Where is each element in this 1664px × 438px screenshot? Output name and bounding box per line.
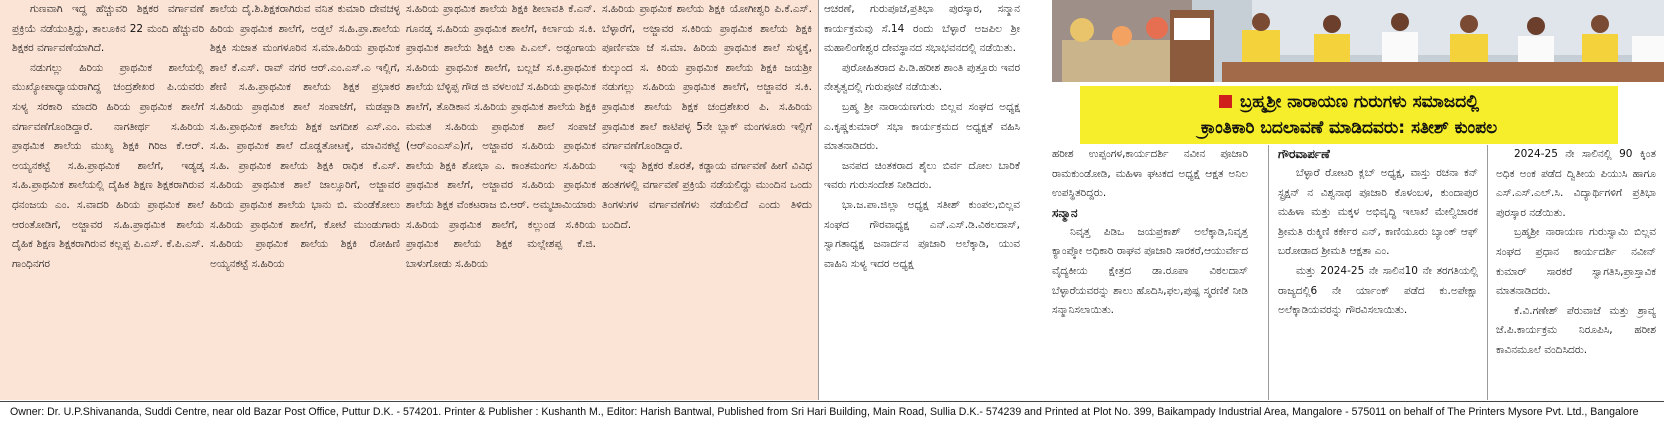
column-divider: [1487, 145, 1488, 400]
article-paragraph: ಪುರೋಹಿತರಾದ ಪಿ.ಡಿ.ಹರೀಶ ಶಾಂತಿ ಪುತ್ತೂರು ಇವರ ನೇತೃತ್ವದಲ್ಲಿ ಗುರುಪೂಜೆ ನಡೆಯಿತು.: [824, 61, 1020, 94]
article-paragraph: ಶಾಲೆಯ ದೈ.ಶಿ.ಶಿಕ್ಷಕರಾಗಿರುವ ವನಿತ ಕುಮಾರಿ ದೇವಚಳ್ಳ ಹಿರಿಯ ಪ್ರಾಥಮಿಕ ಶಾಲೆಗೆ, ಅಡ್ತಲೆ ಸ.ಹಿ.ಪ್ರಾ.ಶಾಲೆಯ ಶಿಕ್ಷಕಿ ಸುಜಾತ ಮಂಗಳೂರಿನ ಸ.ಮಾ.ಹಿರಿಯ ಪ್ರಾಥಮಿಕ ಶಾಲೆ ಕೆ.ಎಸ್. ರಾವ್ ನಗರ ಆರ್.ಎಂ.ಎಸ್.ಎ ಇಲ್ಲಿಗೆ, ಶೇಣಿ ಸ.ಹಿ.ಪ್ರಾಥಮಿಕ ಶಾಲೆಯ ಶಿಕ್ಷಕ ಪ್ರಭಾಕರ ಸ.ಹಿರಿಯ ಪ್ರಾಥಮಿಕ ಶಾಲೆ ಸಂಪಾಜೆಗೆ, ಮಡಪ್ಪಾಡಿ ಸ.ಹಿ.ಪ್ರಾಥಮಿಕ ಶಾಲೆಯ ಶಿಕ್ಷಕ ಜಗದೀಶ ಎಸ್.ಎಂ. ಸ.ಹಿ. ಪ್ರಾಥಮಿಕ ಶಾಲೆ ದೊಡ್ಡತೋಟಕ್ಕೆ, ಮಾವಿನಕಟ್ಟೆ ಸ.ಹಿ. ಪ್ರಾಥಮಿಕ ಶಾಲೆಯ ಶಿಕ್ಷಕಿ ರಾಧಿಕ ಕೆ.ಎಸ್. ಸ.ಹಿರಿಯ ಪ್ರಾಥಮಿಕ ಶಾಲೆ ಜಾಲ್ಸೂರಿಗೆ, ಅಜ್ಜಾವರ ಹಿರಿಯ ಪ್ರಾಥಮಿಕ ಶಾಲೆಯ ಭಾನು ಬಿ. ಮಂಡೆಕೋಲು ಸ.ಹಿರಿಯ ಪ್ರಾಥಮಿಕ ಶಾಲೆಗೆ, ಕೋಟೆ ಮುಂಡುಗಾರು ಸ.ಹಿರಿಯ ಪ್ರಾಥಮಿಕ ಶಾಲೆಯ ಶಿಕ್ಷಕಿ ರೋಹಿಣಿ ಅಯ್ಯನಕಟ್ಟೆ ಸ.ಹಿರಿಯ: [210, 3, 400, 270]
column-divider: [818, 0, 819, 400]
article-paragraph: ಬ್ರಹ್ಮಶ್ರೀ ನಾರಾಯಣ ಗುರುಸ್ವಾಮಿ ಬಿಲ್ಲವ ಸಂಘದ ಪ್ರಧಾನ ಕಾರ್ಯದರ್ಶಿ ನವೀನ್ ಕುಮಾರ್ ಸಾರಕರೆ ಸ್ವಾಗತಿಸಿ,ಪ್ರಾಸ್ತಾವಿಕ ಮಾತನಾಡಿದರು.: [1496, 226, 1656, 298]
headline-line-1: ಬ್ರಹ್ಮಶ್ರೀ ನಾರಾಯಣ ಗುರುಗಳು ಸಮಾಜದಲ್ಲಿ: [1239, 92, 1480, 112]
event-photo: [1052, 0, 1664, 82]
article-paragraph: 2024-25 ನೇ ಸಾಲಿನಲ್ಲಿ 90 ಕ್ಕಿಂತ ಅಧಿಕ ಅಂಕ ಪಡೆದ ದ್ವಿತೀಯ ಪಿಯುಸಿ ಹಾಗೂ ಎಸ್.ಎಸ್.ಎಲ್.ಸಿ. ವಿದ್ಯಾರ್ಥಿಗಳಿಗೆ ಪ್ರತಿಭಾ ಪುರಸ್ಕಾರ ನಡೆಯಿತು.: [1496, 148, 1656, 219]
article-paragraph: ನಿವೃತ್ತ ಪಿಡಿಒ ಜಯಪ್ರಕಾಶ್ ಅಲೆಕ್ಕಾಡಿ,ನಿವೃತ್ತ ಕ್ಯಾಂಪ್ಕೋ ಅಧಿಕಾರಿ ರಾಘವ ಪೂಜಾರಿ ಸಾರಕರೆ,ಆಯುರ್ವೇದ ವೈದ್ಯಕೀಯ ಕ್ಷೇತ್ರದ ಡಾ.ರೂಪಾ ವಿಠಲದಾಸ್ ಬೆಳ್ಳಾರೆಯವರನ್ನು ಶಾಲು ಹೊದಿಸಿ,ಫಲ,ಪುಷ್ಪ ಸ್ಮರಣಿಕೆ ನೀಡಿ ಸನ್ಮಾನಿಸಲಾಯಿತು.: [1052, 225, 1248, 317]
article-column-8: [1496, 145, 1656, 361]
bullet-square-icon: [1219, 95, 1232, 108]
article-paragraph: ಹರೀಶ ಉಪ್ಪಂಗಳ,ಕಾರ್ಯದರ್ಶಿ ನವೀನ ಪೂಜಾರಿ ರಾಮಕುಂಡೋಡಿ, ಮಹಿಳಾ ಘಟಕದ ಅಧ್ಯಕ್ಷೆ ಆಕ್ಷತ ಅನಿಲ ಉಪಸ್ಥಿತರಿದ್ದರು.: [1052, 148, 1248, 200]
article-column-2: [210, 0, 400, 274]
footer-imprint: Owner: Dr. U.P.Shivananda, Suddi Centre, near old Bazar Post Office, Puttur D.K. - 574201. Printer & Publisher : Kushanth M., Editor: Harish Bantwal, Published from Sri Hari Building, Main Road, Sullia D.K.- 574239 and Printed at Plot No. 399, Baikampady Industrial Area, Mangalore - 575011 on behalf of The Printers Mysore Pvt. Ltd., Bangalore: [10, 406, 1639, 418]
section-subheading: ಗೌರವಾರ್ಪಣೆ: [1278, 147, 1330, 161]
article-paragraph: ಕೆ.ವಿ.ಗಣೇಶ್ ಪೆರುವಾಜೆ ಮತ್ತು ಶ್ರಾವ್ಯ ಜೆ.ಪಿ.ಕಾರ್ಯಕ್ರಮ ನಿರೂಪಿಸಿ, ಹರೀಶ ಕಾವಿನಮೂಲೆ ವಂದಿಸಿದರು.: [1496, 304, 1656, 356]
article-column-1: [12, 0, 204, 274]
article-paragraph: ಬೆಳ್ಳಾರೆ ರೋಟರಿ ಕ್ಲಬ್ ಅಧ್ಯಕ್ಷ, ವಾಸ್ತು ರಚನಾ ಕನ್ ಸ್ಟ್ರಕ್ಷನ್ ನ ವಿಶ್ವನಾಥ ಪೂಜಾರಿ ಕೊಳಂಬಳ, ಕುಂದಾಪುರ ಮಹಿಳಾ ಮತ್ತು ಮಕ್ಕಳ ಅಭಿವೃದ್ಧಿ ಇಲಾಖೆ ಮೇಲ್ವಿಚಾರಕ ಶ್ರೀಮತಿ ರುಕ್ಮಿಣಿ ಕರ್ಕೇರ ಎನ್, ಕಾಣಿಯೂರು ಬ್ಯಾಂಕ್ ಆಫ್ ಬರೋಡಾದ ಶ್ರೀಮತಿ ಆಕ್ಷತಾ ಎಂ.: [1278, 167, 1478, 258]
article-paragraph: ಆಚರಣೆ, ಗುರುಪೂಜೆ,ಪ್ರತಿಭಾ ಪುರಸ್ಕಾರ, ಸನ್ಮಾನ ಕಾರ್ಯಕ್ರಮವು ಸೆ.14 ರಂದು ಬೆಳ್ಳಾರೆ ಅಜಪಿಲ ಶ್ರೀ ಮಹಾಲಿಂಗೇಶ್ವರ ದೇವಸ್ಥಾನದ ಸಭಾಭವನದಲ್ಲಿ ನಡೆಯಿತು.: [824, 3, 1020, 55]
footer-rule: [0, 401, 1664, 402]
article-paragraph: ಗುಣವಾಗಿ ಇದ್ದ ಹೆಚ್ಚುವರಿ ಶಿಕ್ಷಕರ ವರ್ಗಾವಣೆ ಪ್ರಕ್ರಿಯೆ ನಡೆಯುತ್ತಿದ್ದು, ತಾಲೂಕಿನ 22 ಮಂದಿ ಹೆಚ್ಚುವರಿ ಶಿಕ್ಷಕರ ವರ್ಗಾವಣೆಯಾಗಿದೆ.: [12, 3, 204, 55]
article-column-4: [602, 0, 812, 235]
section-subheading: ಸನ್ಮಾನ: [1052, 205, 1078, 220]
article-paragraph: ಭಾ.ಜ.ಪಾ.ಜಿಲ್ಲಾ ಅಧ್ಯಕ್ಷ ಸತೀಶ್ ಕುಂಪಲ,ಬಿಲ್ಲವ ಸಂಘದ ಗೌರವಾಧ್ಯಕ್ಷ ಎನ್.ಎಸ್.ಡಿ.ವಿಠಲದಾಸ್, ಸ್ವಾಗತಾಧ್ಯಕ್ಷ ಜನಾರ್ದನ ಪೂಜಾರಿ ಅಲೆಕ್ಕಾಡಿ, ಯುವ ವಾಹಿನಿ ಸುಳ್ಯ ಇದರ ಅಧ್ಯಕ್ಷ: [824, 198, 1020, 270]
article-column-5: [824, 0, 1020, 274]
article-column-6: [1052, 145, 1248, 321]
article-column-3: [406, 0, 596, 274]
article-paragraph: ಇನ್ನು ಶಿಕ್ಷಕರ ಕೊರತೆ, ಕಡ್ಡಾಯ ವರ್ಗಾವಣೆ ಹೀಗೆ ವಿವಿಧ ಹಂತಗಳಲ್ಲಿ ವರ್ಗಾವಣೆ ಪ್ರಕ್ರಿಯೆ ನಡೆಯಲಿದ್ದು ಮುಂದಿನ ಒಂದು ತಿಂಗಳುಗಳ ವರ್ಗಾವಣೆಗಳು ನಡೆಯಲಿದೆ ಎಂದು ತಿಳಿದು ಬಂದಿದೆ.: [602, 159, 812, 231]
article-column-7: [1278, 145, 1478, 321]
headline-line-2: ಕ್ರಾಂತಿಕಾರಿ ಬದಲಾವಣೆ ಮಾಡಿದವರು: ಸತೀಶ್ ಕುಂಪಲ: [1200, 118, 1498, 138]
article-paragraph: ಮತ್ತು 2024-25 ನೇ ಸಾಲಿನ10 ನೇ ತರಗತಿಯಲ್ಲಿ ರಾಜ್ಯದಲ್ಲಿ6 ನೇ ರ್ಯಾಂಕ್ ಪಡೆದ ಕು.ಅಪೇಕ್ಷಾ ಅಲೆಕ್ಕಾಡಿಯವರನ್ನು ಗೌರವಿಸಲಾಯಿತು.: [1278, 264, 1478, 317]
article-paragraph: ಸ.ಹಿರಿಯ ಪ್ರಾಥಮಿಕ ಶಾಲೆಯ ಶಿಕ್ಷಕಿ ಯೋಗೀಶ್ವರಿ ಪಿ.ಕೆ.ಎಸ್. ಬೆಳ್ಳಾರೆಗೆ, ಅಜ್ಜಾವರ ಸ.ಕಿರಿಯ ಪ್ರಾಥಮಿಕ ಶಾಲೆಯ ಶಿಕ್ಷಕಿ ಪೂರ್ಣಿಮಾ ಜೆ ಸ.ಮಾ. ಹಿರಿಯ ಪ್ರಾಥಮಿಕ ಶಾಲೆ ಸುಳ್ಯಕ್ಕೆ, ಕುಲ್ಕುಂದ ಸ. ಕಿರಿಯ ಪ್ರಾಥಮಿಕ ಶಾಲೆಯ ಶಿಕ್ಷಕಿ ಜಯಶ್ರೀ ನಡುಗಲ್ಲು ಸ.ಹಿರಿಯ ಪ್ರಾಥಮಿಕ ಶಾಲೆಗೆ, ಅಜ್ಜಾವರ ಸ.ಕಿ. ಪ್ರಾಥಮಿಕ ಶಾಲೆಯ ಶಿಕ್ಷಕ ಚಂದ್ರಶೇಖರ ಪಿ. ಸ.ಹಿರಿಯ ಪ್ರಾಥಮಿಕ ಶಾಲೆ ಕಾಟಿಪಳ್ಳ 5ನೇ ಬ್ಲಾಕ್ ಮಂಗಳೂರು ಇಲ್ಲಿಗೆ ವರ್ಗಾವಣೆಗೊಂಡಿದ್ದಾರೆ.: [602, 3, 812, 153]
article-paragraph: ನಡುಗಲ್ಲು ಹಿರಿಯ ಪ್ರಾಥಮಿಕ ಶಾಲೆಯಲ್ಲಿ ಮುಖ್ಯೋಪಾಧ್ಯಾಯರಾಗಿದ್ದ ಚಂದ್ರಶೇಖರ ಪಿ.ಯವರು ಸುಳ್ಯ ಸರಕಾರಿ ಮಾದರಿ ಹಿರಿಯ ಪ್ರಾಥಮಿಕ ಶಾಲೆಗೆ ವರ್ಗಾವಣೆಗೊಂಡಿದ್ದಾರೆ. ನಾಗತೀರ್ಥ ಸ.ಹಿರಿಯ ಪ್ರಾಥಮಿಕ ಶಾಲೆಯ ಮುಖ್ಯ ಶಿಕ್ಷಕಿ ಗಿರಿಜ ಕೆ.ಆರ್. ಅಯ್ಯನಕಟ್ಟೆ ಸ.ಹಿ.ಪ್ರಾಥಮಿಕ ಶಾಲೆಗೆ, ಇಡ್ಯಡ್ಕ ಸ.ಹಿ.ಪ್ರಾಥಮಿಕ ಶಾಲೆಯಲ್ಲಿ ದೈಹಿಕ ಶಿಕ್ಷಣ ಶಿಕ್ಷಕರಾಗಿರುವ ಧನಂಜಯ ಎಂ. ಸ.ವಾದರಿ ಹಿರಿಯ ಪ್ರಾಥಮಿಕ ಶಾಲೆ ಆರಂತೋಡಿಗೆ, ಅಜ್ಜಾವರ ಸ.ಹಿ.ಪ್ರಾಥಮಿಕ ಶಾಲೆಯ ದೈಹಿಕ ಶಿಕ್ಷಣ ಶಿಕ್ಷಕರಾಗಿರುವ ಕಲ್ಲಪ್ಪ ಪಿ.ಎಸ್. ಕೆ.ಪಿ.ಎಸ್. ಗಾಂಧಿನಗರ: [12, 61, 204, 270]
headline-banner: [1080, 86, 1618, 144]
article-paragraph: ಸ.ಹಿರಿಯ ಪ್ರಾಥಮಿಕ ಶಾಲೆಯ ಶಿಕ್ಷಕಿ ಶೀಲಾವತಿ ಕೆ.ಎನ್. ಗೂನಡ್ಕ ಸ.ಹಿರಿಯ ಪ್ರಾಥಮಿಕ ಶಾಲೆಗೆ, ಕಿರ್ಲಾಯ ಸ.ಕಿ. ಪ್ರಾಥಮಿಕ ಶಾಲೆಯ ಶಿಕ್ಷಕಿ ಲತಾ ಪಿ.ಎಲ್. ಅಡ್ಪಂಗಾಯ ಸ.ಹಿರಿಯ ಪ್ರಾಥಮಿಕ ಶಾಲೆಗೆ, ಬಲ್ಲಜೆ ಸ.ಕಿ.ಪ್ರಾಥಮಿಕ ಶಾಲೆಯ ಬೆಳ್ಳಿಪ್ಪ ಗೌಡ ಜಿ ವಳಲಂಬೆ ಸ.ಹಿರಿಯ ಪ್ರಾಥಮಿಕ ಶಾಲೆಗೆ, ತೊಡಿಕಾನ ಸ.ಹಿರಿಯ ಪ್ರಾಥಮಿಕ ಶಾಲೆಯ ಶಿಕ್ಷಕಿ ಮಮತ ಸ.ಹಿರಿಯ ಪ್ರಾಥಮಿಕ ಶಾಲೆ ಸಂಪಾಜೆ (ಆರ್‌ಎಂಎಸ್‌ಎ)ಗೆ, ಅಜ್ಜಾವರ ಸ.ಹಿರಿಯ ಪ್ರಾಥಮಿಕ ಶಾಲೆಯ ಶಿಕ್ಷಕಿ ಶೋಭಾ ಎ. ಕಾಂತಮಂಗಲ ಸ.ಹಿರಿಯ ಪ್ರಾಥಮಿಕ ಶಾಲೆಗೆ, ಅಜ್ಜಾವರ ಸ.ಹಿರಿಯ ಪ್ರಾಥಮಿಕ ಶಾಲೆಯ ಶಿಕ್ಷಕ ವೆಂಕಟರಾಜ ಬಿ.ಆರ್. ಅಮ್ಮಚಾಮಿಯಾರು ಸ.ಹಿರಿಯ ಪ್ರಾಥಮಿಕ ಶಾಲೆಗೆ, ಕಲ್ಲುಂಡ ಸ.ಕಿರಿಯ ಪ್ರಾಥಮಿಕ ಶಾಲೆಯ ಶಿಕ್ಷಕ ಮಲ್ಲೇಶಪ್ಪ ಕೆ.ಜಿ. ಬಾಳುಗೋಡು ಸ.ಹಿರಿಯ: [406, 3, 596, 270]
article-paragraph: ಬ್ರಹ್ಮ ಶ್ರೀ ನಾರಾಯಣಗುರು ಬಿಲ್ಲವ ಸಂಘದ ಅಧ್ಯಕ್ಷ ಎ.ಕೃಷ್ಣಕುಮಾರ್ ಸಭಾ ಕಾರ್ಯಕ್ರಮದ ಅಧ್ಯಕ್ಷತೆ ವಹಿಸಿ ಮಾತನಾಡಿದರು.: [824, 100, 1020, 153]
column-divider: [1268, 145, 1269, 400]
article-paragraph: ಜನಪದ ಚಿಂತಕರಾದ ಶೈಲು ಬಿರ್ವ ದೋಲ ಬಾರಿಕೆ ಇವರು ಗುರುಸಂದೇಶ ನೀಡಿದರು.: [824, 159, 1020, 192]
